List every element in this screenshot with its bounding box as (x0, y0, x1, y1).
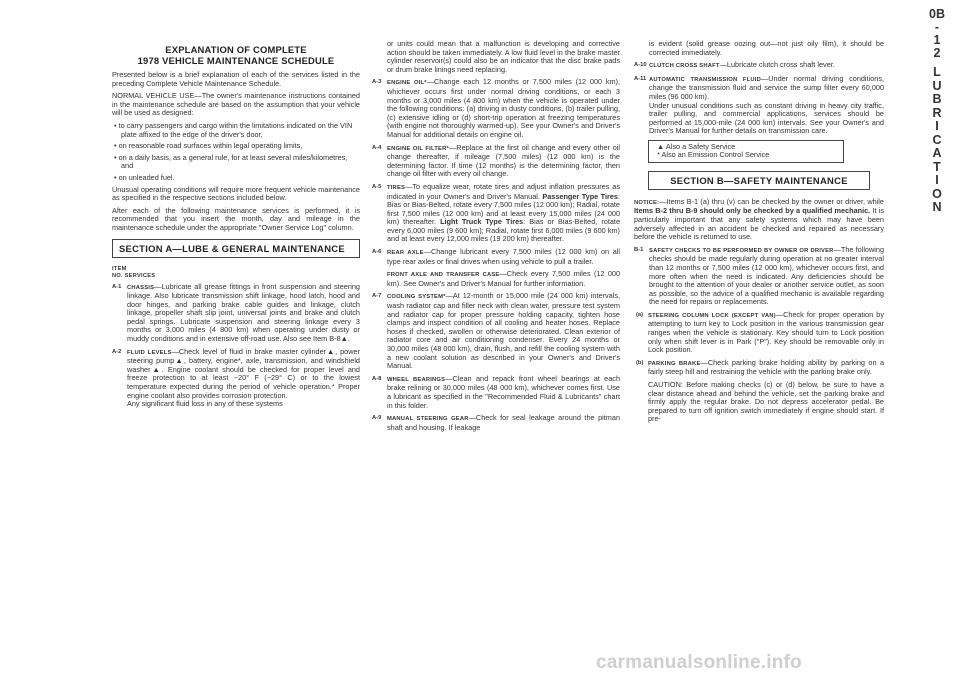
item-a10: A-10 CLUTCH CROSS SHAFT—Lubricate clutch cross shaft lever. (634, 60, 835, 70)
legend-emission: * Also an Emission Control Service (657, 150, 770, 160)
intro-paragraph-2: NORMAL VEHICLE USE—The owner's maintenance instructions contained in the maintenance schedule are based on the assumption that your vehicle will be used as designed: (112, 91, 360, 118)
page-title (112, 44, 360, 66)
side-section-word: L U B R I C A T I O N (932, 65, 942, 214)
continuation-text: or units could mean that a malfunction is developing and corrective action should be taken immediately. A low fluid level in the brake master cylinder reservoir(s) could also be an indicator that the disc brake pads or drum brake linings need replacing. (387, 39, 620, 74)
side-tab (921, 8, 953, 258)
side-page-code: 0B - 1 2 (929, 7, 945, 60)
title-line-2: 1978 VEHICLE MAINTENANCE SCHEDULE (137, 55, 335, 66)
sub-item-b: (b) PARKING BRAKE—Check parking brake holding ability by parking on a fairly steep hill and restraining the vehicle with the parking brake only. (636, 357, 884, 377)
column-left (112, 44, 360, 413)
bullet-item: • on a daily basis, as a general rule, for at least several miles/kilometres, and (114, 152, 348, 171)
item-a8: A-8 WHEEL BEARINGS—Clean and repack front wheel bearings at each brake relining or 30,000 miles (48 000 km), whichever comes first. Use a lubricant as specified in the "Recommended Fluid & Lubricants" chart in this folder. (372, 373, 620, 410)
item-a1: A-1 CHASSIS—Lubricate all grease fittings in front suspension and steering linkage. Also lubricate transmission shift linkage, hood latch, hood and door hinges, and parking brake cable guides and linkage, clutch linkage, propeller shaft slip joint, universal joints and brake and clutch pedal springs. Lubricate suspension and steering linkage every 3 months or 3,000 miles (4 800 km) when operating under dusty or muddy conditions and in extensive off-road use. Also see Item B-8▲. (112, 281, 360, 344)
sub-item-a: (a) STEERING COLUMN LOCK (EXCEPT VAN)—Check for proper operation by attempting to turn key to Lock position in the various transmission gear ranges when the vehicle is stationary. Key should turn to Lock position only when shift lever is in Park ("P"). Key should be removable only in Lock position. (636, 309, 884, 355)
item-column-header: ITEM NO. SERVICES (112, 265, 156, 279)
section-a-heading: SECTION A—LUBE & GENERAL MAINTENANCE (112, 239, 360, 258)
symbol-legend (648, 140, 844, 163)
section-b-heading: SECTION B—SAFETY MAINTENANCE (648, 171, 870, 190)
continuation-text: is evident (solid grease oozing out—not just oily film), it should be corrected immediately. (649, 39, 884, 57)
column-middle (372, 40, 620, 436)
intro-paragraph-3: Unusual operating conditions will require more frequent vehicle maintenance as specified in the respective sections included below. (112, 184, 360, 203)
notice-paragraph: NOTICE:—Items B-1 (a) thru (v) can be checked by the owner or driver, while Items B-2 thru B-9 should only be checked by a qualified mechanic. It is particularly important that any safety systems which may have been adversely affected in an accident be checked and repaired as necessary before the vehicle is returned to use. (634, 196, 884, 242)
legend-safety: ▲ Also a Safety Service (657, 141, 736, 151)
item-a6: A-6 REAR AXLE—Change lubricant every 7,500 miles (12 000 km) on all type rear axles or final drives when using vehicle to pull a trailer. (372, 247, 620, 266)
intro-paragraph-4: After each of the following maintenance services is performed, it is recommended that you insert the month, day and mileage in the maintenance schedule under the appropriate "Owner Service Log" column. (112, 205, 360, 232)
bullet-item: • to carry passengers and cargo within the limitations indicated on the VIN plate affixed to the edge of the driver's door, (114, 120, 353, 139)
item-a9: A-9 MANUAL STEERING GEAR—Check for seal leakage around the pitman shaft and housing. If leakage (372, 413, 620, 432)
item-a2-continuation: Any significant fluid loss in any of these systems (127, 399, 283, 409)
title-line-1: EXPLANATION OF COMPLETE (165, 44, 307, 55)
item-a2: A-2 FLUID LEVELS—Check level of fluid in brake master cylinder▲, power steering pump▲, battery, engine*, axle, transmission, and windshield washer▲. Engine coolant should be checked for proper level and freeze protection to at least −20° F (−29° C) or to the lowest temperature expected during the period of vehicle operation.* Proper engine coolant also provides corrosion protection. Any significant fluid loss in any of these systems (112, 346, 361, 409)
bullet-item: • on unleaded fuel. (114, 172, 175, 182)
item-b1: B-1 SAFETY CHECKS TO BE PERFORMED BY OWNER OR DRIVER—The following checks should be made regularly during operation at no greater interval than 12 months or 7,500 miles (12 000 km), whichever occurs first, and more often when the need is indicated. Any deficiencies should be brought to the attention of your dealer or another service outlet, as soon as possible, so the advice of a qualified mechanic is available regarding the need for repairs or replacements. (634, 244, 884, 307)
item-a11: A-11 AUTOMATIC TRANSMISSION FLUID—Under normal driving conditions, change the transmission fluid and service the sump filter every 60,000 miles (96 000 km). Under unusual conditions such as constant driving in heavy city traffic, trailer pulling, and commercial applications, services should be performed at 15,000-mile (24 000 km) intervals. See your Owner's and Driver's Manual for further details on transmission care. (634, 73, 884, 136)
item-a11-continuation: Under unusual conditions such as constant driving in heavy city traffic, trailer pulling, and commercial applications, services should be performed at 15,000-mile (24 000 km) intervals. See your Owner's and Driver's Manual for further details on transmission care. (649, 100, 884, 136)
caution-paragraph: CAUTION: Before making checks (c) or (d) below, be sure to have a clear distance ahead and behind the vehicle, set the parking brake and firmly apply the regular brake. Do not depress accelerator pedal. Be prepared to turn off ignition switch immediately if engine should start. If pre- (648, 380, 884, 424)
item-a7: A-7 COOLING SYSTEM*—At 12-month or 15,000 mile (24 000 km) intervals, wash radiator cap and filler neck with clean water, pressure test system and radiator cap for proper pressure holding capacity, tighten hose clamps and inspect condition of all cooling and heater hoses. Replace hoses if checked, swollen or otherwise deteriorated. Clean exterior of radiator core and air conditioning condenser. Every 24 months or 30,000 miles (48 000 km), drain, flush, and refill the cooling system with a new coolant solution as described in your Owner's and Driver's Manual. (372, 291, 620, 371)
intro-paragraph-1: Presented below is a brief explanation of each of the services listed in the preceding Complete Vehicle Maintenance Schedule. (112, 70, 360, 88)
item-front-axle: FRONT AXLE AND TRANSFER CASE—Check every 7,500 miles (12 000 km). See Owner's and Driver's Manual for further information. (387, 269, 621, 288)
item-a3: A-3 ENGINE OIL*—Change each 12 months or 7,500 miles (12 000 km), whichever occurs first under normal driving conditions, or each 3 months or 3,000 miles (4 800 km) when the vehicle is operated under the following conditions: (a) driving in dusty conditions, (b) trailer pulling, (c) extensive idling or (d) short-trip operation at freezing temperatures (with engine not thoroughly warmed-up). See your Owner's and Driver's Manual for additional details on engine oil. (372, 77, 621, 139)
bullet-item: • on reasonable road surfaces within legal operating limits, (114, 141, 303, 151)
column-right (634, 40, 884, 428)
item-a5: A-5 TIRES—To equalize wear, rotate tires and adjust inflation pressures as indicated in your Owner's and Driver's Manual. Passenger Type Tires: Bias or Bias-Belted, rotate every 7,500 miles (12 000 km); Radial, rotate first 7,500 miles (12 000 km) and at least every 15,000 miles (24 000 km) thereafter. Light Truck Type Tires: Bias or Bias-Belted, rotate every 6,000 miles (9 600 km); Radial, rotate first 6,000 miles (9 600 km) and at least every 12,000 miles (19 200 km) thereafter. (372, 181, 620, 244)
item-a4: A-4 ENGINE OIL FILTER*—Replace at the first oil change and every other oil change thereafter, if mileage (7,500 miles) (12 000 km) is the determining factor. If time (12 months) is the determining factor, then change oil filter with every oil change. (372, 142, 620, 179)
watermark: carmanualsonline.info (596, 652, 802, 673)
